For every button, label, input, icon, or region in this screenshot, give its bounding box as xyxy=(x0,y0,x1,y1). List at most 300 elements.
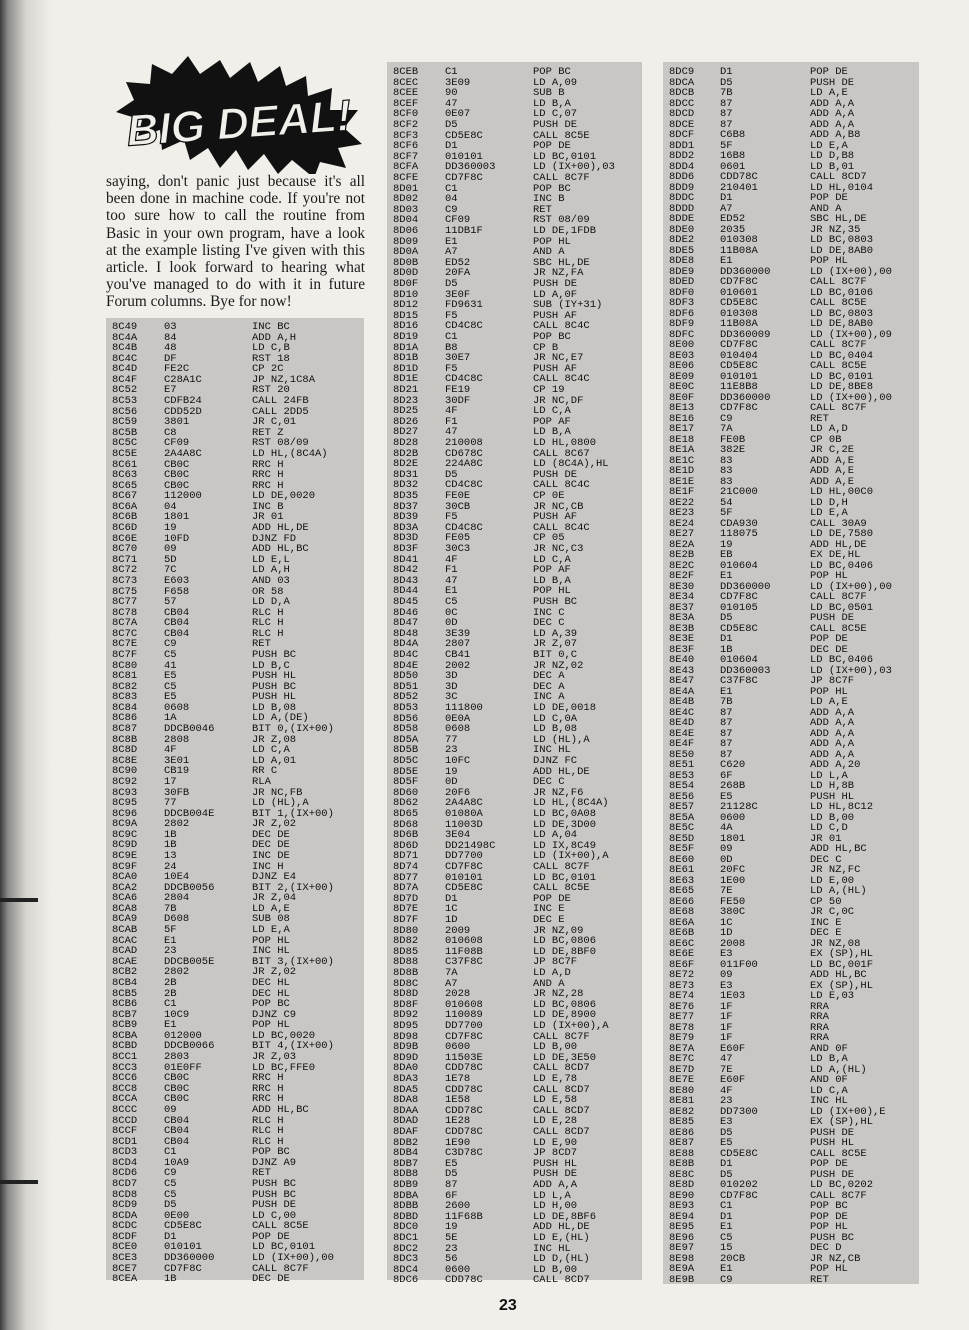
hex-cell: 09 xyxy=(164,543,177,556)
instruction-cell: AND A xyxy=(533,977,565,990)
instruction-cell: INC E xyxy=(533,903,565,916)
hex-cell: DD7700 xyxy=(445,850,483,863)
address-cell: 8D85 xyxy=(393,945,419,958)
hex-cell: E60F xyxy=(720,1074,746,1086)
instruction-cell: POP HL xyxy=(810,685,848,698)
hex-cell: 4F xyxy=(445,553,458,566)
instruction-cell: JP 8CD7 xyxy=(533,1147,578,1160)
instruction-cell: LD DE,1FDB xyxy=(533,225,597,237)
address-cell: 8C90 xyxy=(112,765,138,778)
hex-cell: E1 xyxy=(720,1221,733,1233)
address-cell: 8DB7 xyxy=(393,1157,419,1170)
address-cell: 8E5A xyxy=(669,811,695,824)
address-cell: 8D53 xyxy=(393,702,419,714)
address-cell: 8E87 xyxy=(669,1137,695,1149)
instruction-cell: LD HL,0800 xyxy=(533,437,597,449)
instruction-cell: DEC E xyxy=(810,927,842,939)
instruction-cell: POP DE xyxy=(810,633,848,645)
hex-cell: CF09 xyxy=(445,214,471,227)
instruction-cell: RRC H xyxy=(252,458,284,471)
instruction-cell: DEC C xyxy=(533,617,565,630)
hex-cell: DD360009 xyxy=(720,328,771,341)
hex-cell: 6F xyxy=(445,1189,458,1202)
instruction-cell: ADD A,20 xyxy=(810,759,861,771)
hex-cell: 09 xyxy=(164,1103,177,1116)
instruction-cell: PUSH DE xyxy=(533,1168,578,1181)
address-cell: 8E79 xyxy=(669,1032,695,1044)
hex-cell: E1 xyxy=(720,685,733,698)
instruction-cell: PUSH HL xyxy=(252,670,297,683)
address-cell: 8D5B xyxy=(393,744,419,757)
address-cell: 8DB9 xyxy=(393,1179,419,1191)
hex-cell: DDCB005E xyxy=(164,955,215,968)
hex-cell: C5 xyxy=(164,648,177,661)
instruction-cell: LD A,E xyxy=(810,87,848,99)
hex-cell: 1C xyxy=(720,916,733,929)
instruction-cell: ADD HL,DE xyxy=(533,765,590,778)
hex-cell: 2B xyxy=(164,976,177,989)
hex-cell: D1 xyxy=(720,66,733,78)
address-cell: 8D98 xyxy=(393,1030,419,1043)
hex-cell: 0D xyxy=(720,853,733,866)
instruction-cell: LD A,0F xyxy=(533,288,578,301)
address-cell: 8CF7 xyxy=(393,150,419,163)
instruction-cell: INC A xyxy=(533,691,565,704)
address-cell: 8C8B xyxy=(112,733,138,746)
address-cell: 8D2B xyxy=(393,447,419,460)
instruction-cell: DEC HL xyxy=(252,976,290,989)
address-cell: 8D4A xyxy=(393,638,419,651)
address-cell: 8D3F xyxy=(393,543,419,555)
instruction-cell: ADD A,E xyxy=(810,454,855,467)
address-cell: 8E1A xyxy=(669,444,695,456)
address-cell: 8C70 xyxy=(112,543,138,556)
instruction-cell: LD B,A xyxy=(533,574,571,587)
address-cell: 8C92 xyxy=(112,775,138,788)
hex-cell: C5 xyxy=(164,1188,177,1201)
instruction-cell: DJNZ E4 xyxy=(252,871,297,884)
address-cell: 8DAA xyxy=(393,1104,419,1117)
hex-cell: 1C xyxy=(445,903,458,916)
hex-cell: 30DF xyxy=(445,394,471,407)
instruction-cell: LD A,39 xyxy=(533,627,578,640)
hex-cell: E1 xyxy=(445,235,458,248)
hex-cell: 7B xyxy=(720,87,733,99)
instruction-cell: CALL 8CD7 xyxy=(533,1083,590,1096)
hex-cell: C5 xyxy=(164,680,177,693)
instruction-cell: POP HL xyxy=(533,235,571,248)
hex-cell: 87 xyxy=(720,727,733,740)
hex-cell: 0D xyxy=(445,776,458,789)
instruction-cell: DEC A xyxy=(533,670,565,683)
hex-cell: 11003D xyxy=(445,818,483,831)
hex-cell: 1E00 xyxy=(720,874,746,887)
address-cell: 8C9C xyxy=(112,828,138,841)
address-cell: 8DE2 xyxy=(669,234,695,246)
instruction-cell: RET xyxy=(252,638,271,651)
instruction-cell: EX (SP),HL xyxy=(810,1116,874,1128)
address-cell: 8CAC xyxy=(112,934,138,947)
address-cell: 8CFA xyxy=(393,161,419,174)
address-cell: 8E72 xyxy=(669,969,695,981)
hex-cell: 7B xyxy=(720,696,733,708)
address-cell: 8E6F xyxy=(669,958,695,971)
instruction-cell: INC HL xyxy=(533,1242,571,1255)
hex-cell: 87 xyxy=(720,97,733,110)
hex-cell: 380C xyxy=(720,906,746,918)
address-cell: 8DB4 xyxy=(393,1147,419,1160)
hex-cell: 5F xyxy=(720,507,733,519)
instruction-cell: PUSH BC xyxy=(252,680,297,693)
instruction-cell: LD (IX+00),03 xyxy=(810,664,892,677)
hex-cell: 1F xyxy=(720,1032,733,1044)
hex-cell: 47 xyxy=(445,426,458,439)
address-cell: 8C4B xyxy=(112,342,138,355)
address-cell: 8DA8 xyxy=(393,1094,419,1107)
address-cell: 8D0D xyxy=(393,267,419,280)
instruction-cell: CALL 8CD7 xyxy=(533,1062,590,1075)
address-cell: 8D31 xyxy=(393,468,419,481)
hex-cell: CD5E8C xyxy=(445,129,483,142)
address-cell: 8C8D xyxy=(112,744,138,757)
instruction-cell: ADD HL,BC xyxy=(810,969,867,981)
instruction-cell: RR C xyxy=(252,765,278,778)
hex-cell: D608 xyxy=(164,913,190,926)
instruction-cell: PUSH BC xyxy=(252,1177,297,1190)
hex-cell: CB0C xyxy=(164,458,190,471)
address-cell: 8D15 xyxy=(393,309,419,322)
hex-cell: 3E01 xyxy=(164,754,190,767)
address-cell: 8E93 xyxy=(669,1200,695,1212)
instruction-cell: JR Z,02 xyxy=(252,966,297,979)
hex-cell: 13 xyxy=(164,850,177,862)
address-cell: 8C78 xyxy=(112,606,138,619)
address-cell: 8E0C xyxy=(669,381,695,393)
instruction-cell: OR 58 xyxy=(252,585,284,598)
hex-cell: FD9631 xyxy=(445,299,483,312)
instruction-cell: LD (IX+00),A xyxy=(533,850,609,863)
instruction-cell: INC C xyxy=(533,606,565,619)
address-cell: 8E3B xyxy=(669,622,695,635)
instruction-cell: CALL 8CD7 xyxy=(533,1274,590,1287)
instruction-cell: INC BC xyxy=(252,321,290,333)
address-cell: 8E1C xyxy=(669,454,695,467)
address-cell: 8CC3 xyxy=(112,1061,138,1074)
hex-cell: 83 xyxy=(720,454,733,467)
instruction-cell: RRC H xyxy=(252,1082,284,1095)
instruction-cell: LD B,C xyxy=(252,659,290,672)
address-cell: 8CEA xyxy=(112,1273,138,1286)
instruction-cell: JR 01 xyxy=(810,832,842,845)
address-cell: 8D1D xyxy=(393,362,419,375)
hex-cell: D5 xyxy=(720,1126,733,1139)
hex-cell: E7 xyxy=(164,384,177,397)
address-cell: 8C56 xyxy=(112,405,138,418)
instruction-cell: DEC HL xyxy=(252,987,290,1000)
address-cell: 8C9E xyxy=(112,850,138,862)
hex-cell: CD7F8C xyxy=(720,591,758,603)
instruction-cell: INC E xyxy=(810,916,842,929)
hex-cell: 1B xyxy=(164,828,177,841)
instruction-cell: RST 08/09 xyxy=(533,214,590,227)
hex-cell: CD7F8C xyxy=(720,276,758,288)
address-cell: 8C5C xyxy=(112,437,138,450)
hex-cell: 1E28 xyxy=(445,1115,471,1128)
instruction-cell: POP AF xyxy=(533,415,571,428)
instruction-cell: PUSH HL xyxy=(533,1157,578,1170)
address-cell: 8C8E xyxy=(112,754,138,767)
instruction-cell: LD (IX+00),03 xyxy=(533,161,615,174)
address-cell: 8DB8 xyxy=(393,1168,419,1181)
instruction-cell: POP BC xyxy=(810,1200,848,1212)
instruction-cell: CALL 24FB xyxy=(252,395,309,408)
address-cell: 8CAE xyxy=(112,955,138,968)
instruction-cell: ADD A,A xyxy=(810,717,855,729)
hex-cell: 1801 xyxy=(720,832,746,845)
hex-cell: 1E90 xyxy=(445,1136,471,1149)
address-cell: 8E30 xyxy=(669,580,695,593)
instruction-cell: RLC H xyxy=(252,1125,284,1138)
hex-cell: 5F xyxy=(164,924,177,937)
instruction-cell: PUSH DE xyxy=(810,76,855,89)
address-cell: 8E76 xyxy=(669,1000,695,1013)
address-cell: 8CA9 xyxy=(112,913,138,926)
hex-cell: 382E xyxy=(720,444,746,456)
address-cell: 8CC8 xyxy=(112,1082,138,1095)
instruction-cell: ADD HL,BC xyxy=(252,1103,309,1116)
instruction-cell: LD BC,0202 xyxy=(810,1179,874,1191)
hex-cell: 0E00 xyxy=(164,1209,190,1222)
hex-cell: CD5E8C xyxy=(720,1147,758,1160)
instruction-cell: PUSH DE xyxy=(533,468,578,481)
address-cell: 8D44 xyxy=(393,585,419,598)
hex-cell: D1 xyxy=(164,1230,177,1243)
instruction-cell: POP HL xyxy=(252,934,290,947)
hex-cell: 2802 xyxy=(164,818,190,831)
address-cell: 8CDF xyxy=(112,1230,138,1243)
instruction-cell: JR NC,C3 xyxy=(533,543,584,555)
instruction-cell: ADD A,A xyxy=(533,1179,578,1191)
address-cell: 8C7E xyxy=(112,638,138,651)
hex-cell: 2600 xyxy=(445,1200,471,1213)
address-cell: 8C4A xyxy=(112,331,138,344)
address-cell: 8D03 xyxy=(393,203,419,216)
address-cell: 8C53 xyxy=(112,395,138,408)
hex-cell: CD5E8C xyxy=(720,622,758,635)
hex-cell: E3 xyxy=(720,1116,733,1128)
instruction-cell: AND 0F xyxy=(810,1042,848,1055)
hex-cell: 04 xyxy=(164,500,177,513)
instruction-cell: LD (IX+00),00 xyxy=(252,1252,334,1265)
address-cell: 8DC2 xyxy=(393,1242,419,1255)
address-cell: 8D9B xyxy=(393,1041,419,1054)
address-cell: 8D4E xyxy=(393,659,419,672)
address-cell: 8E0F xyxy=(669,391,695,404)
hex-cell: 1E78 xyxy=(445,1073,471,1085)
logo-title: BIG DEAL! xyxy=(125,91,353,156)
instruction-cell: JR Z,03 xyxy=(252,1051,297,1064)
address-cell: 8E63 xyxy=(669,874,695,887)
hex-cell: 224A8C xyxy=(445,458,483,471)
instruction-cell: LD B,08 xyxy=(252,701,297,714)
hex-cell: DD7300 xyxy=(720,1105,758,1118)
hex-cell: CD4C8C xyxy=(445,373,483,386)
address-cell: 8E23 xyxy=(669,507,695,519)
instruction-cell: LD BC,0406 xyxy=(810,654,874,666)
hex-cell: C37F8C xyxy=(720,675,758,687)
address-cell: 8C6B xyxy=(112,511,138,524)
address-cell: 8D2E xyxy=(393,458,419,471)
address-cell: 8E1D xyxy=(669,465,695,477)
address-cell: 8CCF xyxy=(112,1125,138,1138)
hex-cell: CDD78C xyxy=(720,171,758,183)
hex-cell: F5 xyxy=(445,362,458,375)
hex-cell: 010601 xyxy=(720,286,758,299)
instruction-cell: POP BC xyxy=(533,331,571,343)
address-cell: 8E27 xyxy=(669,528,695,540)
hex-cell: 2802 xyxy=(164,966,190,979)
instruction-cell: ADD A,A xyxy=(810,727,855,740)
hex-cell: 010202 xyxy=(720,1179,758,1191)
address-cell: 8E3E xyxy=(669,633,695,645)
hex-cell: DD21498C xyxy=(445,839,496,852)
instruction-cell: RET xyxy=(252,1167,271,1180)
hex-cell: 0E07 xyxy=(445,108,471,121)
address-cell: 8E24 xyxy=(669,517,695,530)
hex-cell: CD678C xyxy=(445,447,483,460)
hex-cell: D1 xyxy=(720,1210,733,1223)
address-cell: 8D50 xyxy=(393,670,419,683)
instruction-cell: CALL 8C7F xyxy=(810,591,867,603)
address-cell: 8D58 xyxy=(393,723,419,736)
address-cell: 8E16 xyxy=(669,412,695,425)
address-cell: 8DCB xyxy=(669,87,695,99)
instruction-cell: LD E,A xyxy=(810,507,848,519)
hex-cell: F5 xyxy=(445,511,458,524)
address-cell: 8CF3 xyxy=(393,129,419,142)
instruction-cell: CALL 8CD7 xyxy=(810,171,867,183)
instruction-cell: LD HL,(8C4A) xyxy=(252,447,328,460)
hex-cell: 47 xyxy=(720,1053,733,1065)
address-cell: 8DE8 xyxy=(669,255,695,267)
hex-cell: 4F xyxy=(445,405,458,418)
crop-mark xyxy=(0,1180,38,1184)
address-cell: 8CB4 xyxy=(112,976,138,989)
address-cell: 8D06 xyxy=(393,225,419,237)
address-cell: 8CA6 xyxy=(112,892,138,905)
address-cell: 8D8C xyxy=(393,977,419,990)
instruction-cell: LD HL,00C0 xyxy=(810,486,874,498)
instruction-cell: LD E,A xyxy=(252,924,290,937)
hex-cell: 010101 xyxy=(445,871,483,884)
instruction-cell: LD BC,0020 xyxy=(252,1029,316,1042)
address-cell: 8C4F xyxy=(112,373,138,386)
address-cell: 8C72 xyxy=(112,564,138,577)
instruction-cell: BIT 1,(IX+00) xyxy=(252,807,334,820)
hex-cell: FE0B xyxy=(720,433,746,446)
hex-cell: D1 xyxy=(445,892,458,905)
address-cell: 8E77 xyxy=(669,1011,695,1023)
address-cell: 8DDC xyxy=(669,192,695,204)
instruction-cell: CP 50 xyxy=(810,895,842,908)
address-cell: 8E1F xyxy=(669,486,695,498)
address-cell: 8CEF xyxy=(393,97,419,110)
instruction-cell: LD BC,0404 xyxy=(810,349,874,362)
address-cell: 8CEC xyxy=(393,76,419,89)
instruction-cell: LD BC,0101 xyxy=(252,1241,316,1254)
address-cell: 8D42 xyxy=(393,564,419,577)
address-cell: 8DD4 xyxy=(669,160,695,173)
hex-cell: 210401 xyxy=(720,181,758,194)
address-cell: 8CE7 xyxy=(112,1262,138,1275)
address-cell: 8D04 xyxy=(393,214,419,227)
address-cell: 8E4D xyxy=(669,717,695,729)
hex-cell: 010308 xyxy=(720,307,758,320)
address-cell: 8D41 xyxy=(393,553,419,566)
address-cell: 8CAD xyxy=(112,945,138,958)
address-cell: 8D45 xyxy=(393,596,419,608)
address-cell: 8D8B xyxy=(393,967,419,979)
instruction-cell: ADD A,A xyxy=(810,706,855,719)
instruction-cell: PUSH DE xyxy=(810,1126,855,1139)
hex-cell: 1E03 xyxy=(720,990,746,1002)
hex-cell: CDD78C xyxy=(445,1126,483,1138)
instruction-cell: ADD A,A xyxy=(810,748,855,761)
hex-cell: 90 xyxy=(445,87,458,100)
address-cell: 8C5E xyxy=(112,447,138,460)
address-cell: 8E22 xyxy=(669,496,695,509)
instruction-cell: ADD A,E xyxy=(810,465,855,477)
address-cell: 8E7D xyxy=(669,1063,695,1076)
instruction-cell: ADD HL,DE xyxy=(810,538,867,551)
instruction-cell: LD B,00 xyxy=(533,1041,578,1054)
hex-cell: CB19 xyxy=(164,765,190,778)
address-cell: 8CB6 xyxy=(112,998,138,1011)
hex-cell: 3E39 xyxy=(445,627,471,640)
hex-cell: 112000 xyxy=(164,490,202,503)
instruction-cell: ADD HL,DE xyxy=(252,522,309,535)
address-cell: 8E43 xyxy=(669,664,695,677)
address-cell: 8C86 xyxy=(112,712,138,725)
hex-cell: 0D xyxy=(445,617,458,630)
hex-cell: D5 xyxy=(445,468,458,481)
instruction-cell: LD A,(HL) xyxy=(810,1063,867,1076)
hex-cell: 7C xyxy=(164,564,177,577)
address-cell: 8D7F xyxy=(393,914,419,926)
hex-cell: CB04 xyxy=(164,1135,190,1148)
hex-cell: CDD78C xyxy=(445,1274,483,1287)
instruction-cell: DJNZ C9 xyxy=(252,1008,297,1021)
instruction-cell: RLC H xyxy=(252,617,284,630)
instruction-cell: CALL 8C7F xyxy=(533,172,590,184)
address-cell: 8CD9 xyxy=(112,1199,138,1212)
instruction-cell: JR NZ,09 xyxy=(533,924,584,937)
address-cell: 8CF0 xyxy=(393,108,419,121)
hex-cell: E60F xyxy=(720,1042,746,1055)
instruction-cell: LD BC,0A08 xyxy=(533,808,597,820)
hex-cell: 7E xyxy=(720,885,733,897)
address-cell: 8C61 xyxy=(112,458,138,471)
instruction-cell: JR NZ,08 xyxy=(810,937,861,950)
instruction-cell: JR NC,DF xyxy=(533,394,584,407)
instruction-cell: POP BC xyxy=(252,1146,290,1159)
address-cell: 8DE5 xyxy=(669,244,695,257)
hex-cell: E5 xyxy=(164,691,177,704)
address-cell: 8E4E xyxy=(669,727,695,740)
instruction-cell: LD BC,0803 xyxy=(810,234,874,246)
address-cell: 8CCD xyxy=(112,1114,138,1127)
hex-cell: E1 xyxy=(164,934,177,947)
